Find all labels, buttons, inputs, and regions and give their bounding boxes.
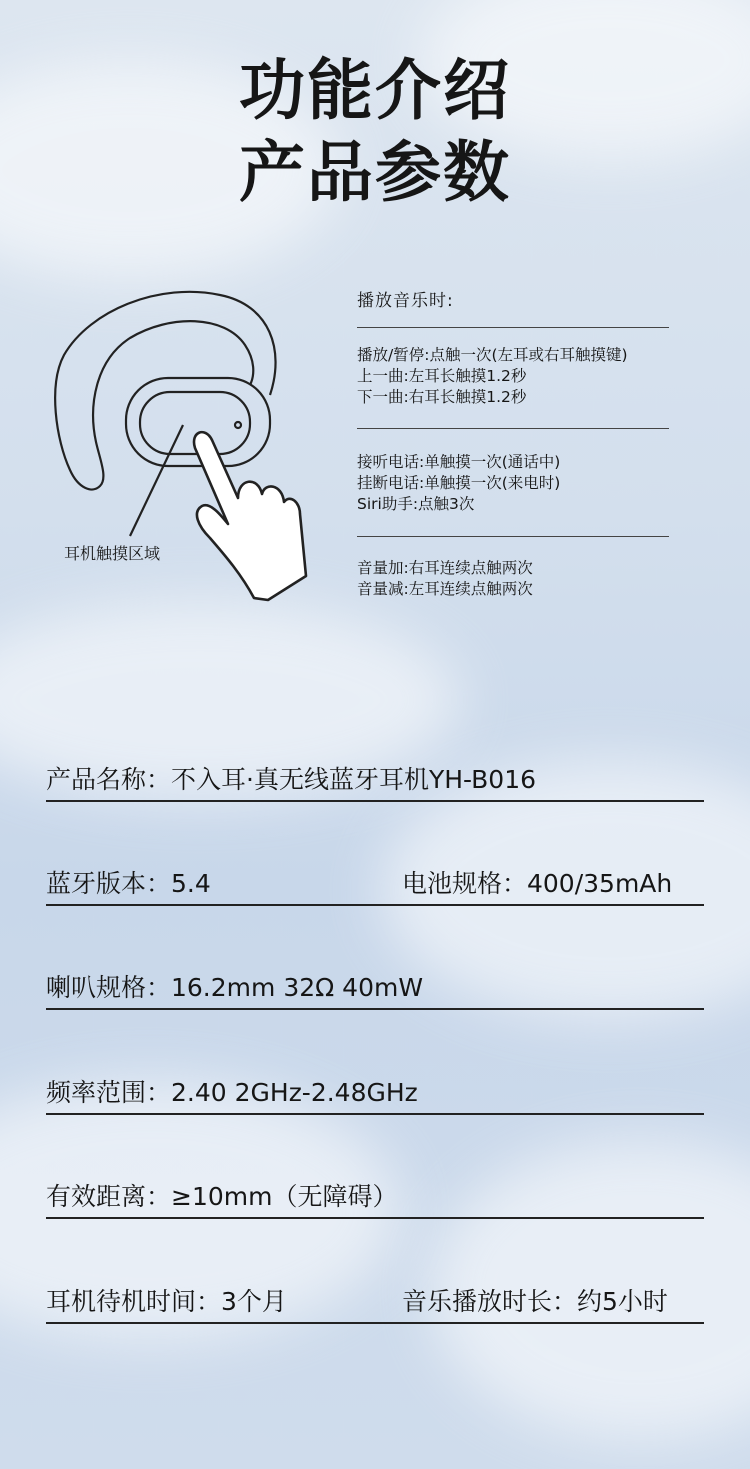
function-line: 接听电话:单触摸一次(通话中) [357, 453, 561, 471]
divider [357, 428, 669, 429]
spec-value-playtime: 音乐播放时长：约5小时 [402, 1287, 668, 1316]
function-line: 上一曲:左耳长触摸1.2秒 [357, 367, 527, 385]
spec-value: 频率范围：2.40 2GHz-2.48GHz [46, 1078, 418, 1107]
spec-value-battery: 电池规格：400/35mAh [402, 869, 673, 898]
function-group-calls [357, 452, 669, 515]
function-line: Siri助手:点触3次 [357, 495, 475, 513]
spec-row-standby [46, 1282, 704, 1324]
function-line: 播放/暂停:点触一次(左耳或右耳触摸键) [357, 346, 628, 364]
spec-row-product-name [46, 760, 704, 802]
divider [357, 327, 669, 328]
page-subtitle: 产品参数 [239, 134, 511, 211]
spec-row-frequency [46, 1073, 704, 1115]
touch-area-label: 耳机触摸区域 [64, 544, 161, 563]
spec-value: 喇叭规格：16.2mm 32Ω 40mW [46, 973, 424, 1002]
function-line: 音量加:右耳连续点触两次 [357, 559, 533, 577]
function-heading: 播放音乐时: [357, 291, 454, 311]
function-line: 音量减:左耳连续点触两次 [357, 580, 533, 598]
divider [357, 536, 669, 537]
spec-row-bluetooth [46, 864, 704, 906]
spec-row-speaker [46, 968, 704, 1010]
hand-pointer-icon [194, 432, 306, 600]
spec-value: 蓝牙版本：5.4 [46, 869, 211, 898]
function-line: 挂断电话:单触摸一次(来电时) [357, 474, 561, 492]
page-title: 功能介绍 [239, 52, 511, 129]
function-line: 下一曲:右耳长触摸1.2秒 [357, 388, 527, 406]
spec-row-range [46, 1177, 704, 1219]
function-group-playback [357, 345, 669, 408]
spec-value: 产品名称：不入耳·真无线蓝牙耳机YH-B016 [46, 765, 537, 794]
spec-value: 有效距离：≥10mm（无障碍） [46, 1182, 398, 1211]
spec-value: 耳机待机时间：3个月 [46, 1287, 287, 1316]
function-group-volume [357, 558, 669, 600]
